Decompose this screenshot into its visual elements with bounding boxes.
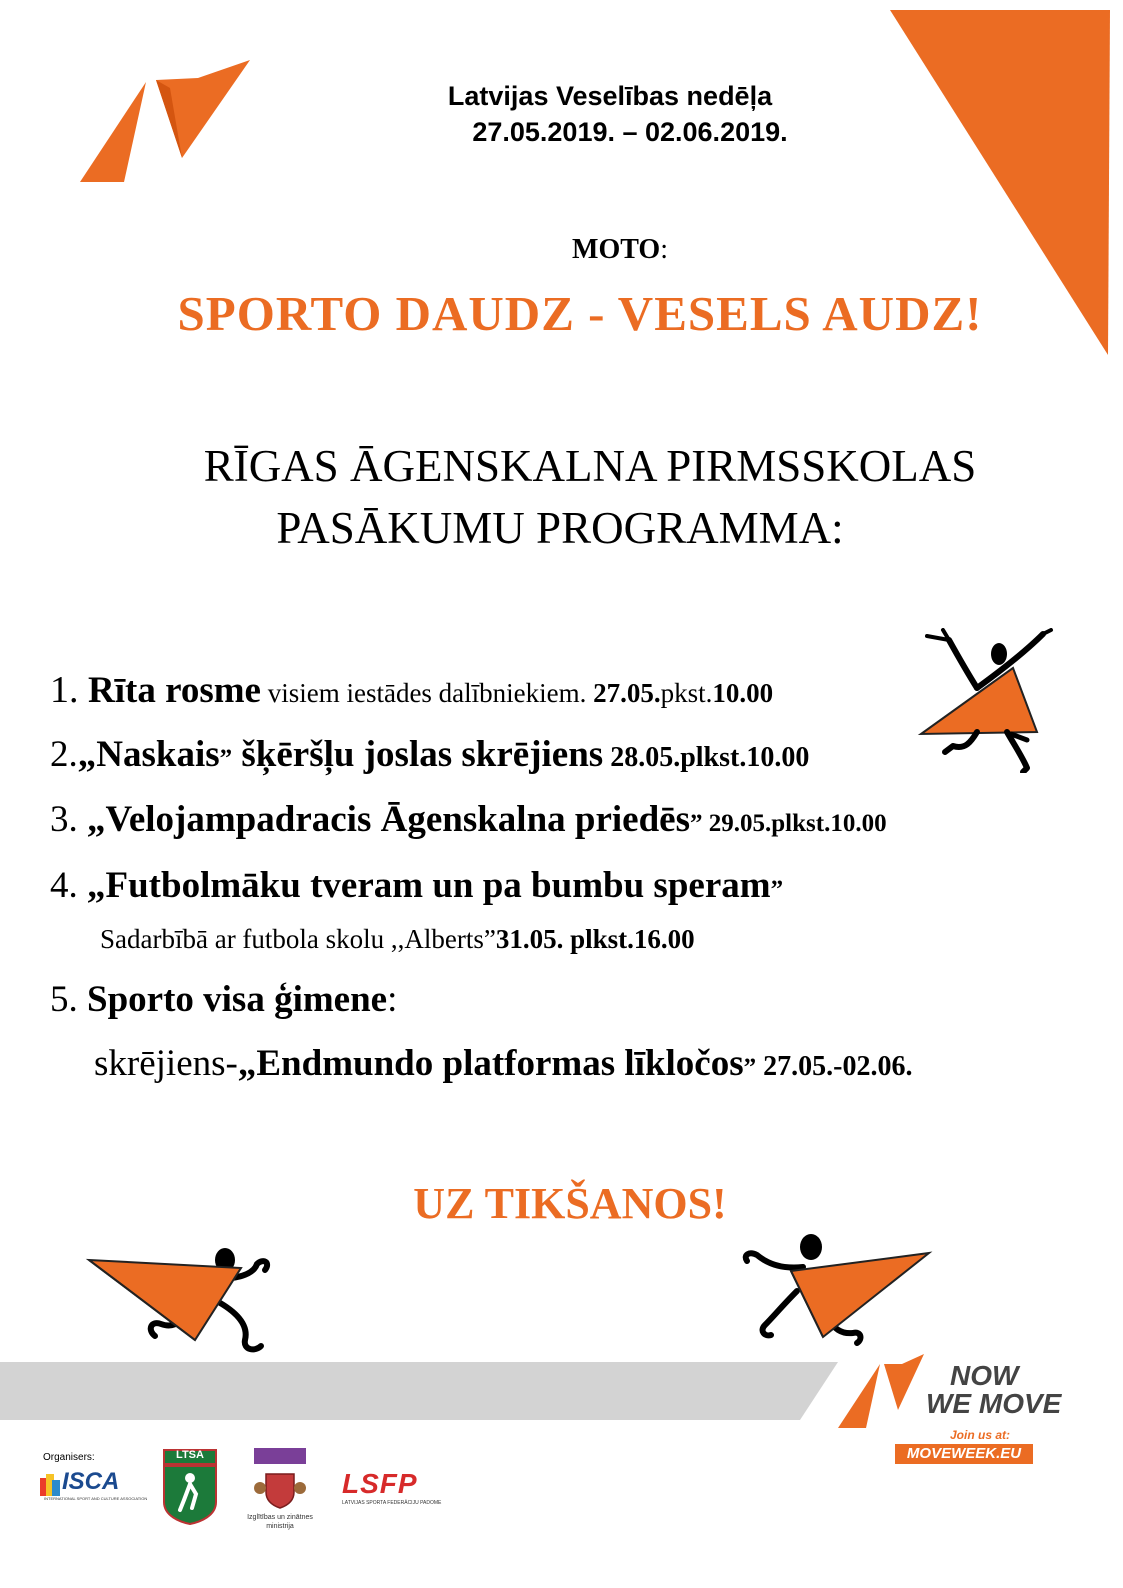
item-title: Naskais: [96, 734, 220, 775]
item-sub-desc: Sadarbībā ar futbola skolu ,,Alberts”: [100, 924, 496, 954]
moto-label: [520, 234, 720, 266]
program-title-line1: RĪGAS ĀGENSKALNA PIRMSSKOLAS: [203, 441, 977, 491]
ltsa-text: LTSA: [176, 1449, 204, 1461]
item-quote-close: ”: [770, 876, 784, 903]
now-we-move-line2: WE MOVE: [926, 1388, 1062, 1419]
program-item-4-detail: [100, 924, 1100, 955]
item-number: 2.: [50, 734, 78, 775]
moto-slogan: SPORTO DAUDZ - VESELS AUDZ!: [177, 286, 983, 341]
moveweek-site-badge[interactable]: MOVEWEEK.EU: [895, 1444, 1033, 1464]
item-sub-prefix: skrējiens-: [94, 1043, 238, 1084]
now-we-move-line1: NOW: [950, 1360, 1019, 1391]
program-item-5-detail: [94, 1042, 1094, 1085]
program-item-1: [50, 668, 1050, 712]
item-title: Velojampadracis Āgenskalna priedēs: [105, 799, 691, 840]
item-sub-date: 27.05.-02.06.: [756, 1051, 913, 1082]
item-quote-open: „: [87, 799, 106, 840]
moto-colon: :: [660, 234, 668, 265]
join-us-text: Join us at:: [950, 1428, 1011, 1442]
item-date: 29.05.plkst.10.00: [702, 810, 887, 837]
item-number: 4.: [50, 865, 87, 906]
item-quote-open: „: [77, 734, 97, 775]
closing-text: UZ TIKŠANOS!: [413, 1179, 727, 1228]
item-date: 27.05.: [593, 678, 661, 708]
now-we-move-logo-icon: [836, 1352, 926, 1432]
program-item-2: [50, 733, 1050, 776]
item-quote-close: ”: [219, 745, 233, 772]
program-item-5: [50, 978, 1050, 1021]
item-sub-quote-close: ”: [743, 1054, 757, 1081]
item-sub-title: Endmundo platformas līkločos: [256, 1043, 744, 1084]
item-number: 5.: [50, 979, 87, 1020]
item-title-continued: šķēršļu joslas skrējiens: [232, 734, 604, 775]
header-dates: 27.05.2019. – 02.06.2019.: [472, 117, 788, 147]
lsfp-subtitle: LATVIJAS SPORTA FEDERĀCIJU PADOME: [342, 1500, 442, 1506]
item-quote-open: „: [87, 865, 106, 906]
ministry-name-line2: ministrija: [266, 1523, 294, 1530]
item-title: Futbolmāku tveram un pa bumbu speram: [105, 865, 771, 906]
item-desc: visiem iestādes dalībniekiem.: [260, 678, 594, 708]
item-title: Rīta rosme: [88, 670, 261, 711]
ministry-emblem-icon: [254, 1448, 306, 1512]
item-number: 1.: [50, 669, 88, 711]
isca-logo-text: ISCA: [62, 1468, 120, 1495]
lsfp-logo-text: LSFP: [342, 1468, 418, 1499]
running-figure-right-icon: [735, 1225, 935, 1355]
jumping-figure-icon: [915, 628, 1055, 773]
ministry-name-line1: Izglītības un zinātnes: [247, 1514, 313, 1521]
item-sub-date: 31.05. plkst.16.00: [495, 924, 695, 954]
program-item-3: [50, 798, 1050, 841]
item-quote-close: ”: [690, 810, 703, 837]
running-figure-left-icon: [85, 1240, 285, 1360]
item-title: Sporto visa ģimene: [87, 979, 388, 1020]
program-title-line2: PASĀKUMU PROGRAMMA:: [276, 503, 844, 553]
item-colon: :: [387, 979, 398, 1020]
program-item-4: [50, 864, 1050, 907]
item-date: 28.05.plkst.10.00: [603, 742, 810, 773]
header-title: Latvijas Veselības nedēļa: [447, 81, 773, 111]
organisers-label: Organisers:: [43, 1452, 95, 1463]
item-time: 10.00: [712, 678, 774, 708]
item-sub-quote-open: „: [237, 1043, 257, 1084]
item-pkst: pkst.: [660, 678, 713, 708]
isca-subtitle: INTERNATIONAL SPORT AND CULTURE ASSOCIATION: [44, 1496, 148, 1501]
moto-label-text: MOTO: [572, 234, 661, 265]
item-number: 3.: [50, 799, 87, 840]
moveweek-logo-mark-icon: [78, 58, 254, 186]
